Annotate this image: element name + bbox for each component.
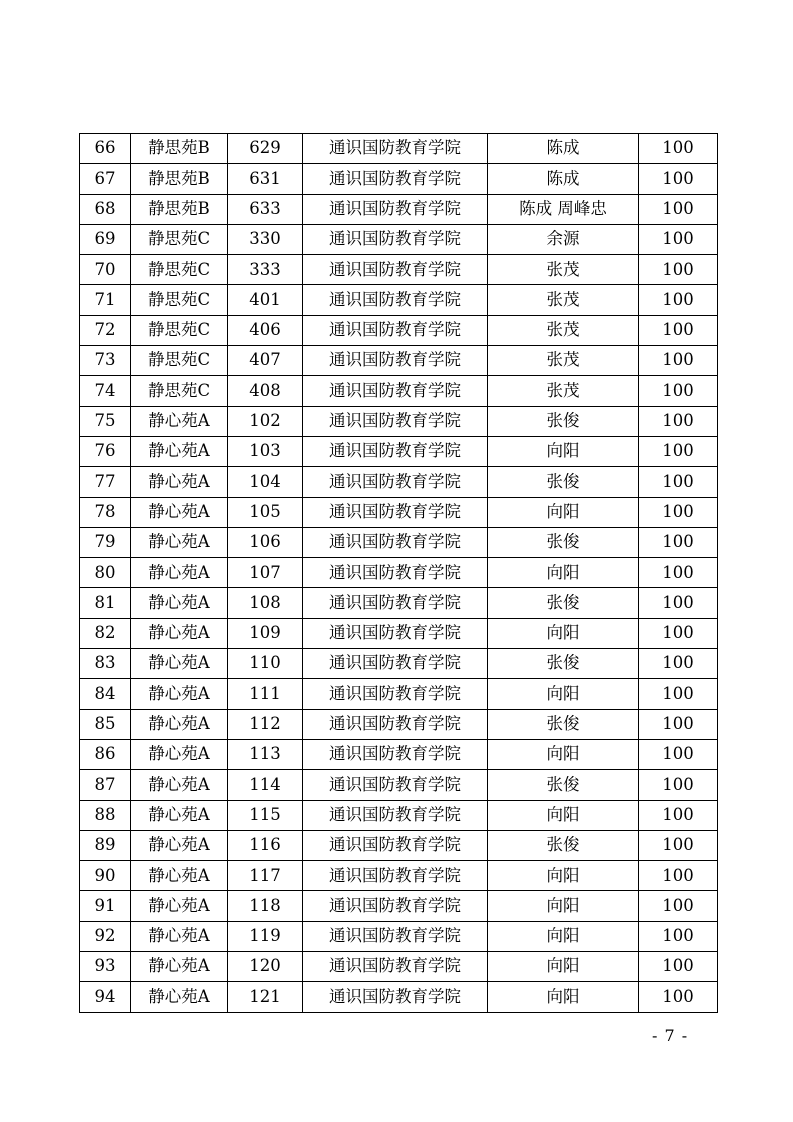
building-cell: 静心苑A xyxy=(131,436,228,466)
college-cell: 通识国防教育学院 xyxy=(303,194,488,224)
staff-cell: 张俊 xyxy=(488,406,639,436)
room-cell: 333 xyxy=(228,255,303,285)
dormitory-table xyxy=(79,133,718,1013)
building-cell: 静心苑A xyxy=(131,921,228,951)
row-index-cell: 81 xyxy=(80,588,131,618)
room-cell: 407 xyxy=(228,346,303,376)
college-cell: 通识国防教育学院 xyxy=(303,588,488,618)
room-cell: 401 xyxy=(228,285,303,315)
row-index-cell: 89 xyxy=(80,830,131,860)
table-row xyxy=(80,770,718,800)
table-row xyxy=(80,709,718,739)
college-cell: 通识国防教育学院 xyxy=(303,952,488,982)
staff-cell: 向阳 xyxy=(488,739,639,769)
row-index-cell: 87 xyxy=(80,770,131,800)
row-index-cell: 80 xyxy=(80,558,131,588)
room-cell: 408 xyxy=(228,376,303,406)
building-cell: 静心苑A xyxy=(131,467,228,497)
room-cell: 633 xyxy=(228,194,303,224)
college-cell: 通识国防教育学院 xyxy=(303,709,488,739)
staff-cell: 向阳 xyxy=(488,952,639,982)
room-cell: 406 xyxy=(228,315,303,345)
room-cell: 109 xyxy=(228,618,303,648)
room-cell: 113 xyxy=(228,739,303,769)
row-index-cell: 79 xyxy=(80,527,131,557)
staff-cell: 陈成 xyxy=(488,134,639,164)
row-index-cell: 91 xyxy=(80,891,131,921)
building-cell: 静心苑A xyxy=(131,527,228,557)
building-cell: 静心苑A xyxy=(131,952,228,982)
row-index-cell: 68 xyxy=(80,194,131,224)
staff-cell: 向阳 xyxy=(488,497,639,527)
row-index-cell: 88 xyxy=(80,800,131,830)
room-cell: 120 xyxy=(228,952,303,982)
score-cell: 100 xyxy=(639,467,718,497)
table-row xyxy=(80,800,718,830)
score-cell: 100 xyxy=(639,709,718,739)
staff-cell: 张茂 xyxy=(488,376,639,406)
score-cell: 100 xyxy=(639,800,718,830)
staff-cell: 张俊 xyxy=(488,770,639,800)
room-cell: 106 xyxy=(228,527,303,557)
building-cell: 静心苑A xyxy=(131,679,228,709)
score-cell: 100 xyxy=(639,255,718,285)
staff-cell: 向阳 xyxy=(488,436,639,466)
college-cell: 通识国防教育学院 xyxy=(303,861,488,891)
staff-cell: 张茂 xyxy=(488,346,639,376)
score-cell: 100 xyxy=(639,618,718,648)
staff-cell: 向阳 xyxy=(488,558,639,588)
table-row xyxy=(80,527,718,557)
room-cell: 111 xyxy=(228,679,303,709)
row-index-cell: 67 xyxy=(80,164,131,194)
college-cell: 通识国防教育学院 xyxy=(303,376,488,406)
score-cell: 100 xyxy=(639,224,718,254)
row-index-cell: 70 xyxy=(80,255,131,285)
staff-cell: 张茂 xyxy=(488,255,639,285)
table-row xyxy=(80,679,718,709)
score-cell: 100 xyxy=(639,952,718,982)
table-row xyxy=(80,406,718,436)
score-cell: 100 xyxy=(639,739,718,769)
college-cell: 通识国防教育学院 xyxy=(303,224,488,254)
table-row xyxy=(80,861,718,891)
row-index-cell: 74 xyxy=(80,376,131,406)
college-cell: 通识国防教育学院 xyxy=(303,467,488,497)
table-row xyxy=(80,346,718,376)
college-cell: 通识国防教育学院 xyxy=(303,134,488,164)
building-cell: 静心苑A xyxy=(131,618,228,648)
room-cell: 114 xyxy=(228,770,303,800)
row-index-cell: 71 xyxy=(80,285,131,315)
table-row xyxy=(80,164,718,194)
score-cell: 100 xyxy=(639,921,718,951)
college-cell: 通识国防教育学院 xyxy=(303,891,488,921)
row-index-cell: 93 xyxy=(80,952,131,982)
staff-cell: 向阳 xyxy=(488,891,639,921)
college-cell: 通识国防教育学院 xyxy=(303,770,488,800)
score-cell: 100 xyxy=(639,558,718,588)
college-cell: 通识国防教育学院 xyxy=(303,679,488,709)
room-cell: 112 xyxy=(228,709,303,739)
table-row xyxy=(80,588,718,618)
staff-cell: 向阳 xyxy=(488,800,639,830)
building-cell: 静心苑A xyxy=(131,891,228,921)
room-cell: 629 xyxy=(228,134,303,164)
room-cell: 116 xyxy=(228,830,303,860)
score-cell: 100 xyxy=(639,649,718,679)
staff-cell: 张俊 xyxy=(488,649,639,679)
row-index-cell: 75 xyxy=(80,406,131,436)
table-row xyxy=(80,436,718,466)
row-index-cell: 90 xyxy=(80,861,131,891)
row-index-cell: 76 xyxy=(80,436,131,466)
row-index-cell: 86 xyxy=(80,739,131,769)
college-cell: 通识国防教育学院 xyxy=(303,497,488,527)
table-row xyxy=(80,952,718,982)
building-cell: 静思苑C xyxy=(131,346,228,376)
building-cell: 静心苑A xyxy=(131,649,228,679)
college-cell: 通识国防教育学院 xyxy=(303,800,488,830)
score-cell: 100 xyxy=(639,436,718,466)
score-cell: 100 xyxy=(639,830,718,860)
table-row xyxy=(80,982,718,1012)
building-cell: 静心苑A xyxy=(131,739,228,769)
building-cell: 静心苑A xyxy=(131,497,228,527)
room-cell: 102 xyxy=(228,406,303,436)
building-cell: 静心苑A xyxy=(131,588,228,618)
table-row xyxy=(80,315,718,345)
room-cell: 115 xyxy=(228,800,303,830)
table-row xyxy=(80,134,718,164)
room-cell: 110 xyxy=(228,649,303,679)
building-cell: 静心苑A xyxy=(131,861,228,891)
row-index-cell: 78 xyxy=(80,497,131,527)
score-cell: 100 xyxy=(639,376,718,406)
row-index-cell: 69 xyxy=(80,224,131,254)
college-cell: 通识国防教育学院 xyxy=(303,618,488,648)
room-cell: 103 xyxy=(228,436,303,466)
score-cell: 100 xyxy=(639,982,718,1012)
room-cell: 105 xyxy=(228,497,303,527)
table-row xyxy=(80,255,718,285)
room-cell: 108 xyxy=(228,588,303,618)
row-index-cell: 66 xyxy=(80,134,131,164)
table-row xyxy=(80,921,718,951)
room-cell: 121 xyxy=(228,982,303,1012)
staff-cell: 张俊 xyxy=(488,588,639,618)
staff-cell: 向阳 xyxy=(488,679,639,709)
college-cell: 通识国防教育学院 xyxy=(303,436,488,466)
table-row xyxy=(80,194,718,224)
college-cell: 通识国防教育学院 xyxy=(303,406,488,436)
staff-cell: 张茂 xyxy=(488,285,639,315)
staff-cell: 张俊 xyxy=(488,527,639,557)
building-cell: 静思苑C xyxy=(131,285,228,315)
staff-cell: 向阳 xyxy=(488,921,639,951)
college-cell: 通识国防教育学院 xyxy=(303,558,488,588)
staff-cell: 向阳 xyxy=(488,861,639,891)
room-cell: 330 xyxy=(228,224,303,254)
college-cell: 通识国防教育学院 xyxy=(303,315,488,345)
college-cell: 通识国防教育学院 xyxy=(303,830,488,860)
row-index-cell: 72 xyxy=(80,315,131,345)
room-cell: 117 xyxy=(228,861,303,891)
table-body xyxy=(80,134,718,1013)
staff-cell: 张茂 xyxy=(488,315,639,345)
college-cell: 通识国防教育学院 xyxy=(303,164,488,194)
building-cell: 静思苑C xyxy=(131,255,228,285)
room-cell: 119 xyxy=(228,921,303,951)
building-cell: 静心苑A xyxy=(131,558,228,588)
staff-cell: 张俊 xyxy=(488,709,639,739)
score-cell: 100 xyxy=(639,346,718,376)
row-index-cell: 84 xyxy=(80,679,131,709)
table-row xyxy=(80,497,718,527)
table-row xyxy=(80,285,718,315)
staff-cell: 张俊 xyxy=(488,467,639,497)
college-cell: 通识国防教育学院 xyxy=(303,982,488,1012)
score-cell: 100 xyxy=(639,406,718,436)
score-cell: 100 xyxy=(639,891,718,921)
staff-cell: 向阳 xyxy=(488,618,639,648)
building-cell: 静思苑B xyxy=(131,164,228,194)
building-cell: 静心苑A xyxy=(131,800,228,830)
college-cell: 通识国防教育学院 xyxy=(303,921,488,951)
score-cell: 100 xyxy=(639,861,718,891)
score-cell: 100 xyxy=(639,588,718,618)
row-index-cell: 83 xyxy=(80,649,131,679)
building-cell: 静心苑A xyxy=(131,830,228,860)
building-cell: 静思苑C xyxy=(131,315,228,345)
staff-cell: 余源 xyxy=(488,224,639,254)
score-cell: 100 xyxy=(639,679,718,709)
building-cell: 静思苑C xyxy=(131,224,228,254)
room-cell: 118 xyxy=(228,891,303,921)
room-cell: 107 xyxy=(228,558,303,588)
table-row xyxy=(80,649,718,679)
score-cell: 100 xyxy=(639,134,718,164)
college-cell: 通识国防教育学院 xyxy=(303,739,488,769)
room-cell: 104 xyxy=(228,467,303,497)
building-cell: 静思苑B xyxy=(131,194,228,224)
college-cell: 通识国防教育学院 xyxy=(303,649,488,679)
score-cell: 100 xyxy=(639,285,718,315)
building-cell: 静思苑C xyxy=(131,376,228,406)
college-cell: 通识国防教育学院 xyxy=(303,285,488,315)
college-cell: 通识国防教育学院 xyxy=(303,255,488,285)
staff-cell: 张俊 xyxy=(488,830,639,860)
table-row xyxy=(80,830,718,860)
row-index-cell: 77 xyxy=(80,467,131,497)
row-index-cell: 92 xyxy=(80,921,131,951)
table-row xyxy=(80,224,718,254)
table-row xyxy=(80,739,718,769)
room-cell: 631 xyxy=(228,164,303,194)
staff-cell: 陈成 xyxy=(488,164,639,194)
staff-cell: 陈成 周峰忠 xyxy=(488,194,639,224)
row-index-cell: 82 xyxy=(80,618,131,648)
building-cell: 静思苑B xyxy=(131,134,228,164)
table-row xyxy=(80,467,718,497)
score-cell: 100 xyxy=(639,770,718,800)
table-row xyxy=(80,558,718,588)
building-cell: 静心苑A xyxy=(131,709,228,739)
score-cell: 100 xyxy=(639,527,718,557)
table-row xyxy=(80,376,718,406)
score-cell: 100 xyxy=(639,315,718,345)
row-index-cell: 94 xyxy=(80,982,131,1012)
table-row xyxy=(80,891,718,921)
staff-cell: 向阳 xyxy=(488,982,639,1012)
college-cell: 通识国防教育学院 xyxy=(303,527,488,557)
table-row xyxy=(80,618,718,648)
score-cell: 100 xyxy=(639,497,718,527)
score-cell: 100 xyxy=(639,164,718,194)
page-number: - 7 - xyxy=(652,1026,689,1045)
building-cell: 静心苑A xyxy=(131,770,228,800)
college-cell: 通识国防教育学院 xyxy=(303,346,488,376)
building-cell: 静心苑A xyxy=(131,982,228,1012)
building-cell: 静心苑A xyxy=(131,406,228,436)
score-cell: 100 xyxy=(639,194,718,224)
row-index-cell: 85 xyxy=(80,709,131,739)
row-index-cell: 73 xyxy=(80,346,131,376)
